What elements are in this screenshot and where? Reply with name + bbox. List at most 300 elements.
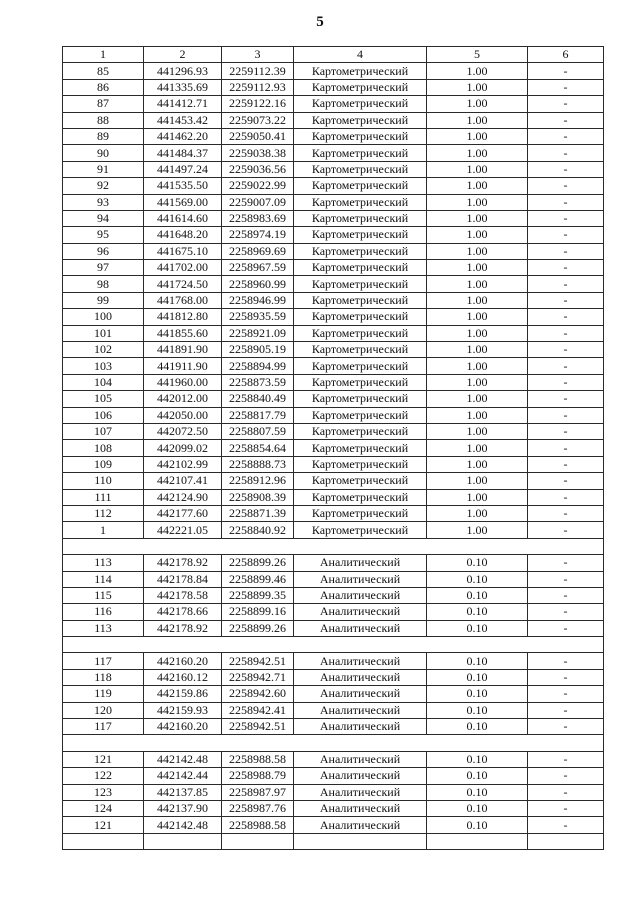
- x-coordinate-cell: 441614.60: [144, 210, 222, 226]
- accuracy-cell: 1.00: [427, 358, 528, 374]
- y-coordinate-cell: 2258888.73: [222, 456, 294, 472]
- accuracy-cell: 1.00: [427, 292, 528, 308]
- point-description-cell: [528, 833, 604, 849]
- point-description-cell: -: [528, 96, 604, 112]
- x-coordinate-cell: 442178.84: [144, 571, 222, 587]
- point-description-cell: -: [528, 342, 604, 358]
- method-cell: Картометрический: [294, 128, 427, 144]
- point-description-cell: -: [528, 260, 604, 276]
- point-description-cell: -: [528, 243, 604, 259]
- y-coordinate-cell: 2259050.41: [222, 128, 294, 144]
- method-cell: Картометрический: [294, 505, 427, 521]
- method-cell: Аналитический: [294, 686, 427, 702]
- method-cell: Картометрический: [294, 522, 427, 538]
- x-coordinate-cell: 442102.99: [144, 456, 222, 472]
- method-cell: Аналитический: [294, 604, 427, 620]
- method-cell: Картометрический: [294, 63, 427, 79]
- table-row: [63, 653, 604, 669]
- method-cell: Аналитический: [294, 784, 427, 800]
- y-coordinate-cell: 2258905.19: [222, 342, 294, 358]
- table-row: [63, 292, 604, 308]
- method-cell: Картометрический: [294, 112, 427, 128]
- x-coordinate-cell: 442050.00: [144, 407, 222, 423]
- y-coordinate-cell: 2258988.58: [222, 751, 294, 767]
- method-cell: [294, 833, 427, 849]
- method-cell: Картометрический: [294, 391, 427, 407]
- point-number-cell: 94: [63, 210, 144, 226]
- table-row: [63, 63, 604, 79]
- point-number-cell: 118: [63, 669, 144, 685]
- header-cell-6: 6: [528, 47, 604, 63]
- point-number-cell: 109: [63, 456, 144, 472]
- point-description-cell: -: [528, 456, 604, 472]
- method-cell: Картометрический: [294, 96, 427, 112]
- y-coordinate-cell: 2258988.58: [222, 817, 294, 833]
- point-description-cell: -: [528, 63, 604, 79]
- point-number-cell: [63, 833, 144, 849]
- accuracy-cell: 0.10: [427, 719, 528, 735]
- point-number-cell: 108: [63, 440, 144, 456]
- y-coordinate-cell: 2258942.51: [222, 653, 294, 669]
- accuracy-cell: 1.00: [427, 128, 528, 144]
- table-row: [63, 456, 604, 472]
- header-cell-3: 3: [222, 47, 294, 63]
- point-description-cell: -: [528, 522, 604, 538]
- x-coordinate-cell: 442099.02: [144, 440, 222, 456]
- x-coordinate-cell: 442178.58: [144, 587, 222, 603]
- point-number-cell: 107: [63, 423, 144, 439]
- point-description-cell: -: [528, 817, 604, 833]
- point-number-cell: 1: [63, 522, 144, 538]
- x-coordinate-cell: [144, 833, 222, 849]
- header-cell-2: 2: [144, 47, 222, 63]
- point-number-cell: 117: [63, 653, 144, 669]
- accuracy-cell: 0.10: [427, 669, 528, 685]
- point-number-cell: 119: [63, 686, 144, 702]
- table-head: [63, 47, 604, 63]
- y-coordinate-cell: 2258817.79: [222, 407, 294, 423]
- point-description-cell: -: [528, 669, 604, 685]
- point-number-cell: 110: [63, 473, 144, 489]
- method-cell: Картометрический: [294, 292, 427, 308]
- table-row: [63, 260, 604, 276]
- y-coordinate-cell: [222, 833, 294, 849]
- table-header-row: [63, 47, 604, 63]
- accuracy-cell: 1.00: [427, 63, 528, 79]
- table-row: [63, 145, 604, 161]
- accuracy-cell: 1.00: [427, 456, 528, 472]
- method-cell: Картометрический: [294, 489, 427, 505]
- x-coordinate-cell: 441675.10: [144, 243, 222, 259]
- table-row: [63, 325, 604, 341]
- method-cell: Картометрический: [294, 194, 427, 210]
- method-cell: Аналитический: [294, 800, 427, 816]
- x-coordinate-cell: 442178.92: [144, 620, 222, 636]
- x-coordinate-cell: 441412.71: [144, 96, 222, 112]
- accuracy-cell: 0.10: [427, 571, 528, 587]
- point-number-cell: 97: [63, 260, 144, 276]
- table-row: [63, 702, 604, 718]
- point-description-cell: -: [528, 751, 604, 767]
- y-coordinate-cell: 2258974.19: [222, 227, 294, 243]
- accuracy-cell: 1.00: [427, 440, 528, 456]
- accuracy-cell: 1.00: [427, 227, 528, 243]
- point-number-cell: 88: [63, 112, 144, 128]
- method-cell: Картометрический: [294, 358, 427, 374]
- point-description-cell: -: [528, 325, 604, 341]
- y-coordinate-cell: 2259007.09: [222, 194, 294, 210]
- accuracy-cell: 0.10: [427, 555, 528, 571]
- accuracy-cell: 1.00: [427, 112, 528, 128]
- point-description-cell: -: [528, 653, 604, 669]
- point-number-cell: 122: [63, 768, 144, 784]
- point-description-cell: -: [528, 587, 604, 603]
- x-coordinate-cell: 442159.86: [144, 686, 222, 702]
- x-coordinate-cell: 442221.05: [144, 522, 222, 538]
- method-cell: Аналитический: [294, 587, 427, 603]
- y-coordinate-cell: 2258899.16: [222, 604, 294, 620]
- table-row: [63, 768, 604, 784]
- accuracy-cell: 0.10: [427, 604, 528, 620]
- method-cell: Картометрический: [294, 243, 427, 259]
- separator-cell: [63, 538, 604, 554]
- accuracy-cell: 1.00: [427, 79, 528, 95]
- table-row: [63, 161, 604, 177]
- table-row: [63, 210, 604, 226]
- y-coordinate-cell: 2258946.99: [222, 292, 294, 308]
- accuracy-cell: 1.00: [427, 161, 528, 177]
- point-description-cell: -: [528, 128, 604, 144]
- x-coordinate-cell: 442178.66: [144, 604, 222, 620]
- x-coordinate-cell: 442124.90: [144, 489, 222, 505]
- method-cell: Картометрический: [294, 79, 427, 95]
- accuracy-cell: 1.00: [427, 145, 528, 161]
- y-coordinate-cell: 2259122.16: [222, 96, 294, 112]
- x-coordinate-cell: 441891.90: [144, 342, 222, 358]
- method-cell: Аналитический: [294, 555, 427, 571]
- point-number-cell: 89: [63, 128, 144, 144]
- accuracy-cell: 1.00: [427, 505, 528, 521]
- point-description-cell: -: [528, 702, 604, 718]
- table-row: [63, 555, 604, 571]
- method-cell: Картометрический: [294, 145, 427, 161]
- x-coordinate-cell: 442159.93: [144, 702, 222, 718]
- y-coordinate-cell: 2258935.59: [222, 309, 294, 325]
- point-number-cell: 102: [63, 342, 144, 358]
- point-number-cell: 100: [63, 309, 144, 325]
- x-coordinate-cell: 442107.41: [144, 473, 222, 489]
- accuracy-cell: 1.00: [427, 473, 528, 489]
- accuracy-cell: 1.00: [427, 210, 528, 226]
- table-row: [63, 833, 604, 849]
- point-description-cell: -: [528, 571, 604, 587]
- point-description-cell: -: [528, 210, 604, 226]
- x-coordinate-cell: 442178.92: [144, 555, 222, 571]
- header-cell-4: 4: [294, 47, 427, 63]
- y-coordinate-cell: 2258908.39: [222, 489, 294, 505]
- accuracy-cell: 1.00: [427, 96, 528, 112]
- point-number-cell: 123: [63, 784, 144, 800]
- y-coordinate-cell: 2258871.39: [222, 505, 294, 521]
- accuracy-cell: 0.10: [427, 817, 528, 833]
- point-description-cell: -: [528, 505, 604, 521]
- x-coordinate-cell: 441702.00: [144, 260, 222, 276]
- y-coordinate-cell: 2258840.92: [222, 522, 294, 538]
- point-description-cell: -: [528, 473, 604, 489]
- y-coordinate-cell: 2258912.96: [222, 473, 294, 489]
- method-cell: Картометрический: [294, 161, 427, 177]
- y-coordinate-cell: 2258969.69: [222, 243, 294, 259]
- y-coordinate-cell: 2258960.99: [222, 276, 294, 292]
- point-number-cell: 101: [63, 325, 144, 341]
- x-coordinate-cell: 442072.50: [144, 423, 222, 439]
- table-row: [63, 505, 604, 521]
- x-coordinate-cell: 441855.60: [144, 325, 222, 341]
- y-coordinate-cell: 2258942.71: [222, 669, 294, 685]
- table-body: [63, 63, 604, 850]
- table-row: [63, 686, 604, 702]
- table-row: [63, 194, 604, 210]
- accuracy-cell: 0.10: [427, 702, 528, 718]
- table-row: [63, 407, 604, 423]
- method-cell: Аналитический: [294, 702, 427, 718]
- y-coordinate-cell: 2258942.41: [222, 702, 294, 718]
- point-description-cell: -: [528, 440, 604, 456]
- point-number-cell: 121: [63, 751, 144, 767]
- point-description-cell: -: [528, 112, 604, 128]
- point-number-cell: 120: [63, 702, 144, 718]
- point-number-cell: 114: [63, 571, 144, 587]
- table-row: [63, 817, 604, 833]
- accuracy-cell: [427, 833, 528, 849]
- header-cell-1: 1: [63, 47, 144, 63]
- accuracy-cell: 1.00: [427, 374, 528, 390]
- separator-cell: [63, 735, 604, 751]
- x-coordinate-cell: 441462.20: [144, 128, 222, 144]
- point-number-cell: 103: [63, 358, 144, 374]
- accuracy-cell: 1.00: [427, 276, 528, 292]
- point-description-cell: -: [528, 620, 604, 636]
- y-coordinate-cell: 2258967.59: [222, 260, 294, 276]
- point-number-cell: 96: [63, 243, 144, 259]
- point-description-cell: -: [528, 145, 604, 161]
- point-number-cell: 113: [63, 555, 144, 571]
- y-coordinate-cell: 2259073.22: [222, 112, 294, 128]
- method-cell: Аналитический: [294, 653, 427, 669]
- table-row: [63, 96, 604, 112]
- accuracy-cell: 1.00: [427, 194, 528, 210]
- x-coordinate-cell: 442160.20: [144, 653, 222, 669]
- coordinates-table: [62, 46, 604, 850]
- table-row: [63, 391, 604, 407]
- accuracy-cell: 0.10: [427, 653, 528, 669]
- point-number-cell: 111: [63, 489, 144, 505]
- x-coordinate-cell: 442142.48: [144, 751, 222, 767]
- y-coordinate-cell: 2259038.38: [222, 145, 294, 161]
- method-cell: Картометрический: [294, 178, 427, 194]
- point-description-cell: -: [528, 276, 604, 292]
- table-row: [63, 423, 604, 439]
- table-row: [63, 342, 604, 358]
- method-cell: Картометрический: [294, 440, 427, 456]
- point-number-cell: 92: [63, 178, 144, 194]
- separator-row: [63, 735, 604, 751]
- table-row: [63, 227, 604, 243]
- point-description-cell: -: [528, 768, 604, 784]
- accuracy-cell: 1.00: [427, 260, 528, 276]
- point-description-cell: -: [528, 489, 604, 505]
- method-cell: Аналитический: [294, 669, 427, 685]
- point-number-cell: 116: [63, 604, 144, 620]
- accuracy-cell: 1.00: [427, 342, 528, 358]
- method-cell: Картометрический: [294, 210, 427, 226]
- table-row: [63, 604, 604, 620]
- table-row: [63, 243, 604, 259]
- accuracy-cell: 0.10: [427, 800, 528, 816]
- accuracy-cell: 1.00: [427, 407, 528, 423]
- table-row: [63, 358, 604, 374]
- x-coordinate-cell: 441484.37: [144, 145, 222, 161]
- table-row: [63, 751, 604, 767]
- x-coordinate-cell: 442160.12: [144, 669, 222, 685]
- point-number-cell: 117: [63, 719, 144, 735]
- point-description-cell: -: [528, 800, 604, 816]
- point-description-cell: -: [528, 604, 604, 620]
- x-coordinate-cell: 442177.60: [144, 505, 222, 521]
- accuracy-cell: 1.00: [427, 423, 528, 439]
- y-coordinate-cell: 2258854.64: [222, 440, 294, 456]
- point-description-cell: -: [528, 161, 604, 177]
- point-number-cell: 86: [63, 79, 144, 95]
- accuracy-cell: 0.10: [427, 784, 528, 800]
- point-number-cell: 121: [63, 817, 144, 833]
- accuracy-cell: 0.10: [427, 620, 528, 636]
- point-number-cell: 104: [63, 374, 144, 390]
- x-coordinate-cell: 441960.00: [144, 374, 222, 390]
- y-coordinate-cell: 2258899.26: [222, 620, 294, 636]
- y-coordinate-cell: 2259036.56: [222, 161, 294, 177]
- table-row: [63, 473, 604, 489]
- point-number-cell: 95: [63, 227, 144, 243]
- x-coordinate-cell: 442160.20: [144, 719, 222, 735]
- y-coordinate-cell: 2258899.35: [222, 587, 294, 603]
- x-coordinate-cell: 442012.00: [144, 391, 222, 407]
- method-cell: Картометрический: [294, 473, 427, 489]
- y-coordinate-cell: 2258983.69: [222, 210, 294, 226]
- point-description-cell: -: [528, 292, 604, 308]
- point-number-cell: 124: [63, 800, 144, 816]
- method-cell: Аналитический: [294, 719, 427, 735]
- x-coordinate-cell: 441296.93: [144, 63, 222, 79]
- x-coordinate-cell: 441812.80: [144, 309, 222, 325]
- table-row: [63, 522, 604, 538]
- table-row: [63, 440, 604, 456]
- separator-row: [63, 637, 604, 653]
- y-coordinate-cell: 2258899.26: [222, 555, 294, 571]
- accuracy-cell: 1.00: [427, 489, 528, 505]
- x-coordinate-cell: 441768.00: [144, 292, 222, 308]
- method-cell: Картометрический: [294, 423, 427, 439]
- point-number-cell: 85: [63, 63, 144, 79]
- y-coordinate-cell: 2258942.60: [222, 686, 294, 702]
- point-number-cell: 98: [63, 276, 144, 292]
- method-cell: Картометрический: [294, 342, 427, 358]
- table-row: [63, 669, 604, 685]
- point-description-cell: -: [528, 358, 604, 374]
- x-coordinate-cell: 441648.20: [144, 227, 222, 243]
- y-coordinate-cell: 2258840.49: [222, 391, 294, 407]
- table-row: [63, 374, 604, 390]
- separator-row: [63, 538, 604, 554]
- y-coordinate-cell: 2258987.76: [222, 800, 294, 816]
- method-cell: Картометрический: [294, 325, 427, 341]
- table-row: [63, 800, 604, 816]
- y-coordinate-cell: 2258894.99: [222, 358, 294, 374]
- point-description-cell: -: [528, 391, 604, 407]
- x-coordinate-cell: 441453.42: [144, 112, 222, 128]
- point-number-cell: 106: [63, 407, 144, 423]
- point-description-cell: -: [528, 178, 604, 194]
- y-coordinate-cell: 2258921.09: [222, 325, 294, 341]
- method-cell: Картометрический: [294, 227, 427, 243]
- point-description-cell: -: [528, 374, 604, 390]
- accuracy-cell: 1.00: [427, 522, 528, 538]
- point-description-cell: -: [528, 407, 604, 423]
- y-coordinate-cell: 2259022.99: [222, 178, 294, 194]
- table-row: [63, 178, 604, 194]
- table-row: [63, 571, 604, 587]
- y-coordinate-cell: 2258987.97: [222, 784, 294, 800]
- table-row: [63, 309, 604, 325]
- accuracy-cell: 1.00: [427, 243, 528, 259]
- accuracy-cell: 0.10: [427, 768, 528, 784]
- point-description-cell: -: [528, 309, 604, 325]
- accuracy-cell: 1.00: [427, 325, 528, 341]
- x-coordinate-cell: 442142.48: [144, 817, 222, 833]
- table-row: [63, 276, 604, 292]
- y-coordinate-cell: 2258988.79: [222, 768, 294, 784]
- method-cell: Картометрический: [294, 374, 427, 390]
- point-description-cell: -: [528, 719, 604, 735]
- point-description-cell: -: [528, 423, 604, 439]
- separator-cell: [63, 637, 604, 653]
- point-number-cell: 112: [63, 505, 144, 521]
- x-coordinate-cell: 442137.90: [144, 800, 222, 816]
- x-coordinate-cell: 441569.00: [144, 194, 222, 210]
- method-cell: Аналитический: [294, 817, 427, 833]
- point-number-cell: 93: [63, 194, 144, 210]
- method-cell: Картометрический: [294, 309, 427, 325]
- accuracy-cell: 1.00: [427, 178, 528, 194]
- accuracy-cell: 0.10: [427, 686, 528, 702]
- method-cell: Аналитический: [294, 620, 427, 636]
- table-row: [63, 587, 604, 603]
- table-row: [63, 719, 604, 735]
- table-row: [63, 489, 604, 505]
- point-number-cell: 87: [63, 96, 144, 112]
- point-number-cell: 105: [63, 391, 144, 407]
- y-coordinate-cell: 2258873.59: [222, 374, 294, 390]
- y-coordinate-cell: 2258899.46: [222, 571, 294, 587]
- x-coordinate-cell: 442142.44: [144, 768, 222, 784]
- method-cell: Аналитический: [294, 571, 427, 587]
- method-cell: Картометрический: [294, 276, 427, 292]
- y-coordinate-cell: 2258807.59: [222, 423, 294, 439]
- x-coordinate-cell: 441335.69: [144, 79, 222, 95]
- page-number: 5: [316, 14, 324, 30]
- x-coordinate-cell: 441724.50: [144, 276, 222, 292]
- point-description-cell: -: [528, 227, 604, 243]
